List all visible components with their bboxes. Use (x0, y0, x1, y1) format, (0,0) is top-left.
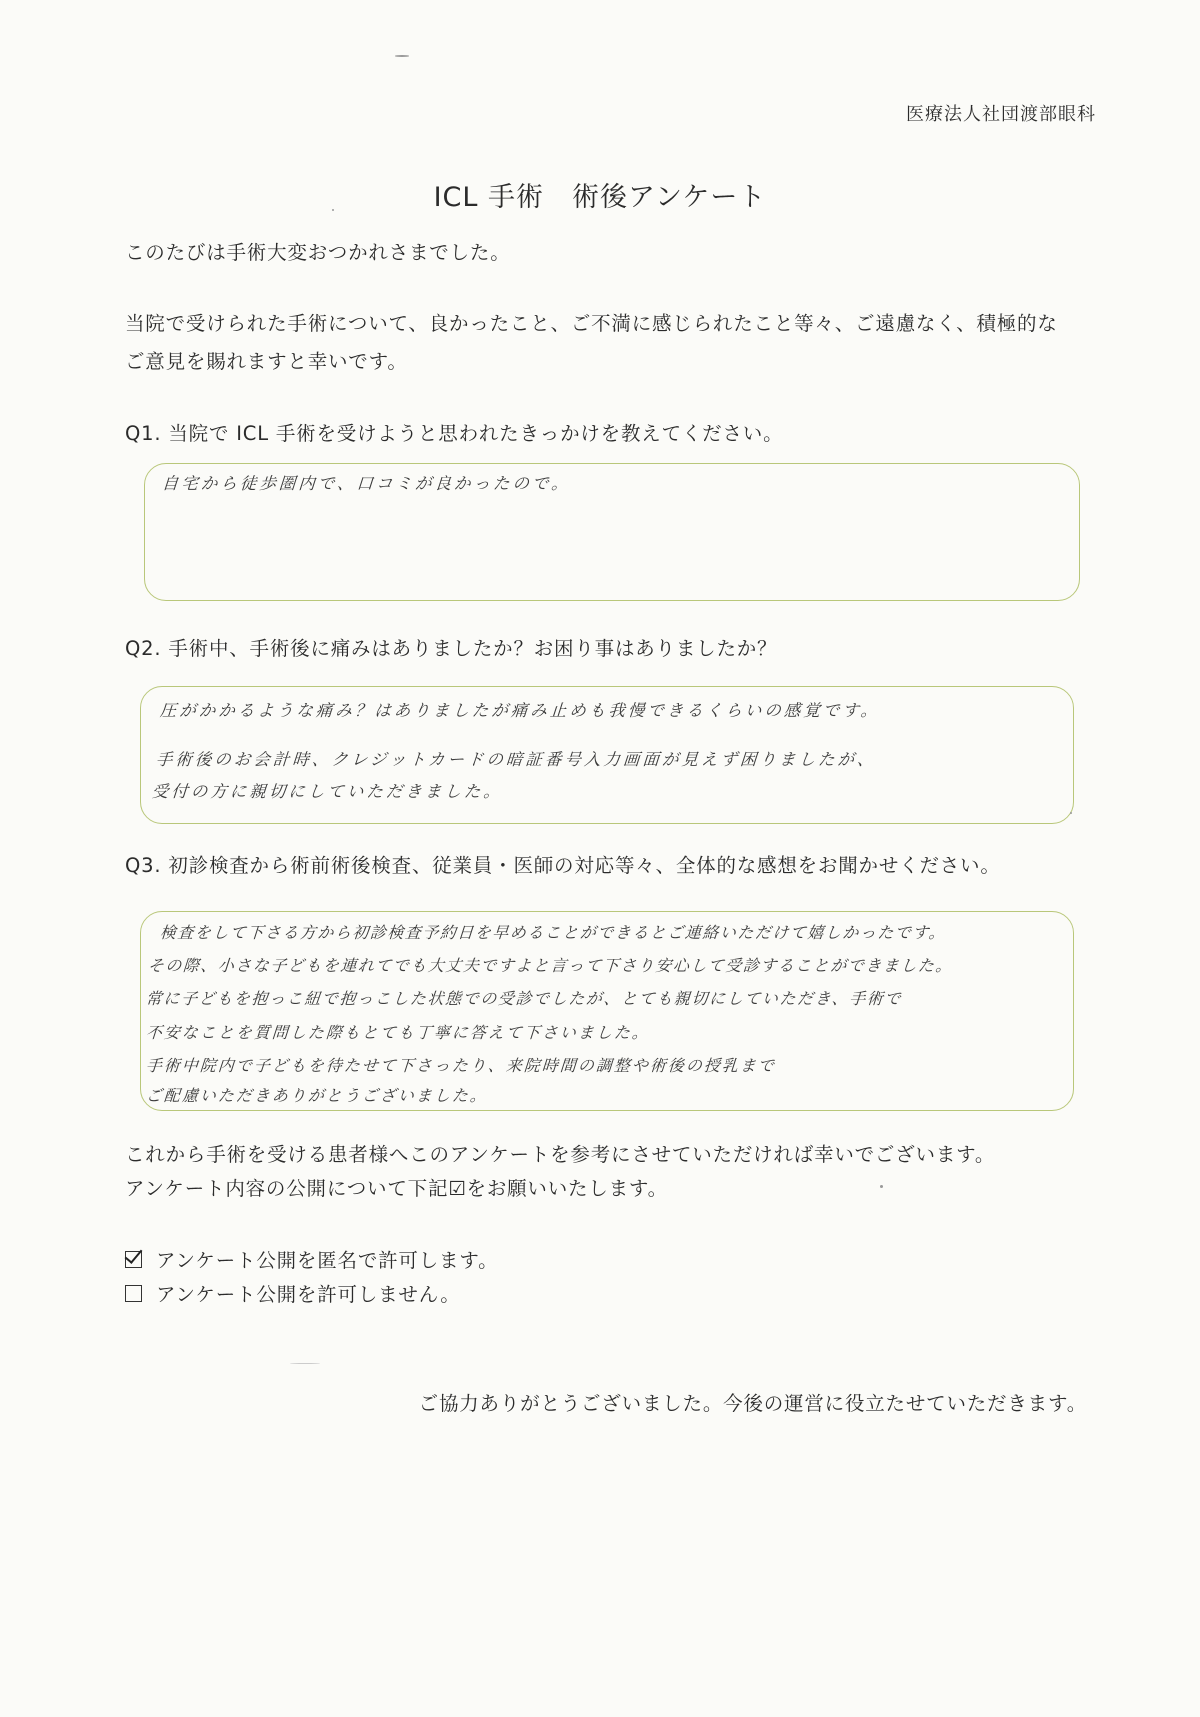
answer-3-line-2: その際、小さな子どもを連れてでも大丈夫ですよと言って下さり安心して受診することができました。 (147, 956, 954, 975)
clinic-name: 医療法人社団渡部眼科 (906, 104, 1096, 125)
scan-speck (395, 55, 409, 57)
answer-3-line-4: 不安なことを質問した際もとても丁寧に答えて下さいました。 (145, 1023, 651, 1042)
question-1: Q1. 当院で ICL 手術を受けようと思われたきっかけを教えてください。 (125, 422, 784, 445)
outro-line-2: アンケート内容の公開について下記☑をお願いいたします。 (125, 1177, 668, 1200)
outro-line-1: これから手術を受ける患者様へこのアンケートを参考にさせていただければ幸いでございます。 (125, 1143, 996, 1166)
checkbox-unchecked-icon[interactable] (125, 1285, 142, 1302)
answer-2-line-3: 受付の方に親切にしていただきました。 (151, 782, 504, 801)
checkbox-checked-icon[interactable] (125, 1251, 142, 1268)
answer-3-line-3: 常に子どもを抱っこ紐で抱っこした状態での受診でしたが、とても親切にしていただき、手術で (145, 989, 903, 1008)
scan-speck (1070, 812, 1072, 814)
intro-line-1: 当院で受けられた手術について、良かったこと、ご不満に感じられたこと等々、ご遠慮なく、積極的な (125, 312, 1058, 335)
question-2: Q2. 手術中、手術後に痛みはありましたか？お困り事はありましたか？ (125, 637, 778, 660)
option-anonymous-public[interactable] (125, 1245, 498, 1273)
answer-3-line-6: ご配慮いただきありがとうございました。 (145, 1086, 489, 1105)
option-not-public[interactable] (125, 1279, 461, 1307)
closing-text: ご協力ありがとうございました。今後の運営に役立たせていただきます。 (418, 1392, 1087, 1415)
option-anonymous-public-label: アンケート公開を匿名で許可します。 (156, 1249, 499, 1272)
scan-speck (332, 209, 334, 211)
intro-line-2: ご意見を賜れますと幸いです。 (125, 350, 408, 373)
page-title: ICL 手術 術後アンケート (433, 182, 767, 213)
answer-2-line-1: 圧がかかるような痛み？はありましたが痛み止めも我慢できるくらいの感覚です。 (159, 701, 881, 720)
question-3: Q3. 初診検査から術前術後検査、従業員・医師の対応等々、全体的な感想をお聞かせください。 (125, 854, 1001, 877)
scan-speck (880, 1185, 883, 1188)
greeting-text: このたびは手術大変おつかれさまでした。 (125, 241, 511, 264)
answer-1-line-1: 自宅から徒歩圏内で、口コミが良かったので。 (161, 474, 572, 493)
answer-3-line-5: 手術中院内で子どもを待たせて下さったり、来院時間の調整や術後の授乳まで (145, 1056, 777, 1075)
option-not-public-label: アンケート公開を許可しません。 (156, 1283, 461, 1306)
answer-3-line-1: 検査をして下さる方から初診検査予約日を早めることができるとご連絡いただけて嬉しかったです。 (159, 923, 947, 942)
answer-2-line-2: 手術後のお会計時、クレジットカードの暗証番号入力画面が見えず困りましたが、 (155, 750, 878, 769)
scan-speck (290, 1363, 320, 1364)
